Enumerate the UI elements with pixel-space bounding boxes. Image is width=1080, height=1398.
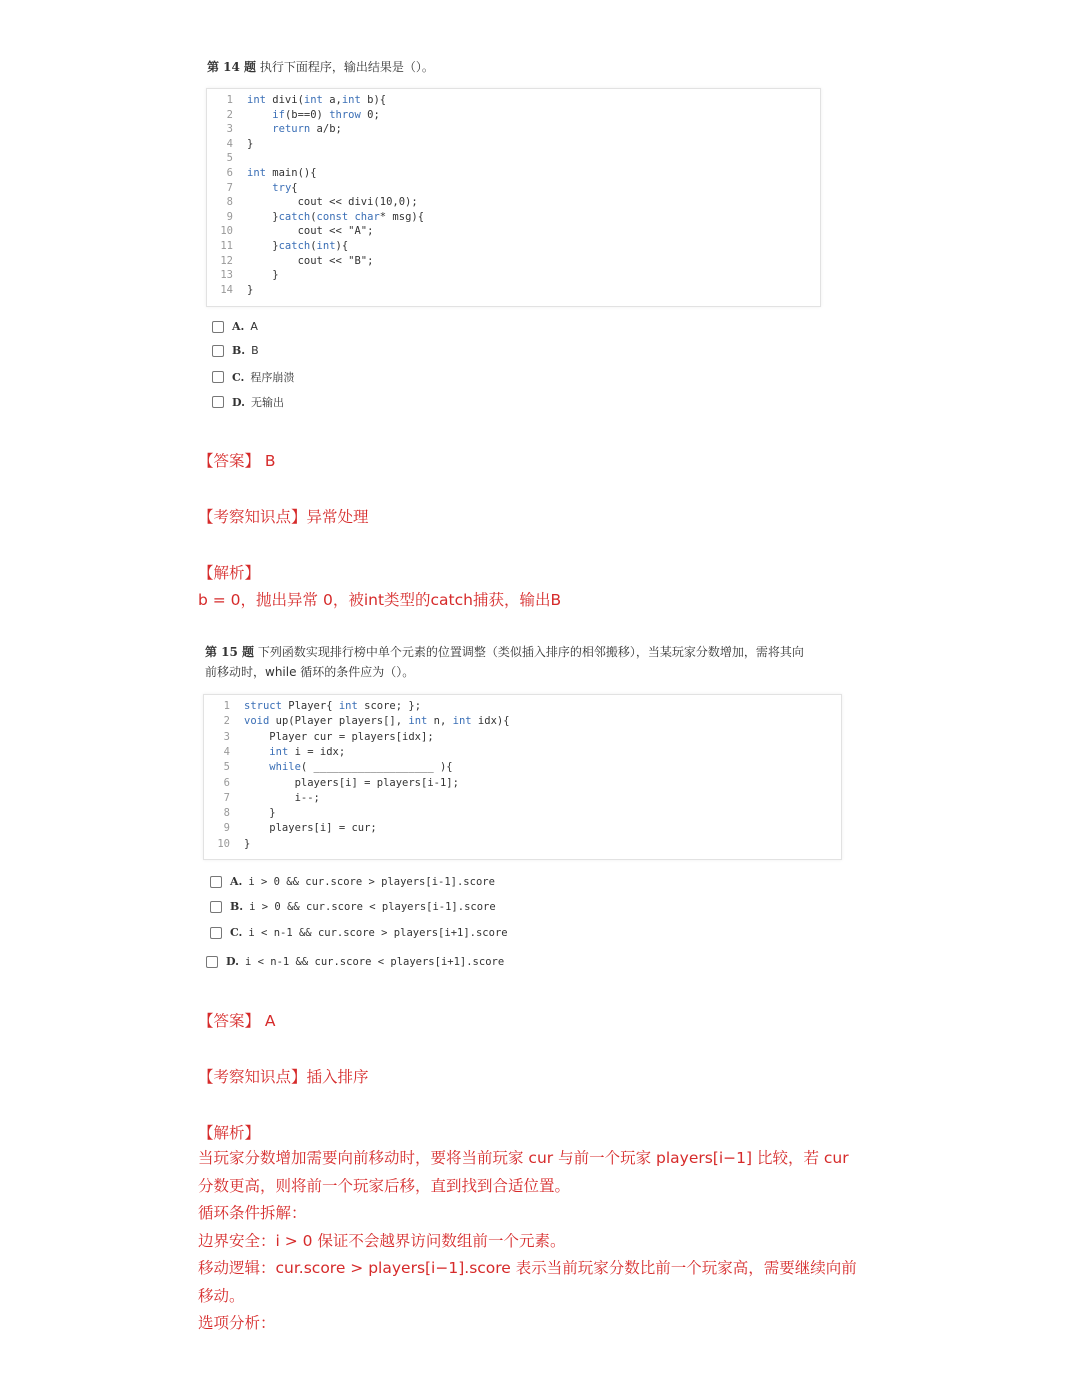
q15-analysis-paragraph [198,1145,878,1338]
line-number: 5 [226,152,233,165]
code-text: } [244,837,251,850]
code-text: } [247,283,254,296]
code-line [204,746,345,761]
option-checkbox[interactable] [210,876,222,888]
q14-prompt: 执行下面程序，输出结果是（）。 [259,60,434,74]
analysis-line: 循环条件拆解： [198,1204,307,1222]
option-checkbox[interactable] [212,371,224,383]
code-line [207,109,380,124]
q15-analysis-heading: 【解析】 [198,1124,261,1142]
line-number: 14 [220,283,233,296]
q15-answer: 【答案】 A [198,1012,276,1030]
option-letter: A. [230,875,243,888]
option-text: i > 0 && cur.score < players[i-1].score [249,900,496,913]
code-text: } [244,807,276,820]
line-number: 10 [220,225,233,238]
code-line [207,138,253,153]
q15-prompt-line1: 下列函数实现排行榜中单个元素的位置调整（类似插入排序的相邻搬移），当某玩家分数增加，需将其向 [257,645,804,659]
code-line [207,94,386,109]
code-text: } [247,269,279,282]
code-line [207,167,317,182]
q14-number: 第 14 题 [207,60,257,74]
code-text: i--; [244,791,320,804]
analysis-line: 当玩家分数增加需要向前移动时，要将当前玩家 cur 与前一个玩家 players[i−1] 比较，若 cur [198,1149,849,1167]
q15-code-block [203,694,842,860]
code-line [207,211,424,226]
q15-topic: 【考察知识点】插入排序 [198,1068,369,1086]
line-number: 1 [223,700,230,712]
analysis-line: 移动逻辑：cur.score > players[i−1].score 表示当前玩家分数比前一个玩家高，需要继续向前 [198,1259,857,1277]
line-number: 5 [223,761,230,774]
code-line [207,152,247,167]
option-letter: A. [232,320,245,333]
line-number: 7 [223,791,230,804]
option-text: i > 0 && cur.score > players[i-1].score [248,875,495,888]
option-a[interactable] [212,320,258,333]
option-a[interactable] [210,875,495,888]
line-number: 2 [226,108,233,121]
line-number: 6 [226,167,233,179]
option-checkbox[interactable] [206,956,218,968]
code-line [207,284,253,299]
option-checkbox[interactable] [212,321,224,333]
option-letter: C. [232,370,245,384]
option-text: 程序崩溃 [250,371,295,384]
option-text: 无输出 [250,396,284,409]
code-line [207,225,373,240]
line-number: 8 [223,807,230,820]
line-number: 7 [226,181,233,194]
line-number: 3 [223,730,230,743]
code-line [204,777,459,792]
line-number: 13 [220,269,233,282]
code-line [207,123,342,138]
code-text: int main(){ [247,167,317,179]
code-text: cout << "A"; [247,225,374,238]
code-text: cout << "B"; [247,254,374,267]
option-text: A [250,320,258,333]
q15-number: 第 15 题 [205,645,255,659]
analysis-line: 边界安全：i > 0 保证不会越界访问数组前一个元素。 [198,1231,566,1250]
q15-title [205,642,804,682]
option-checkbox[interactable] [212,396,224,408]
code-text: cout << divi(10,0); [247,196,418,209]
option-checkbox[interactable] [210,927,222,939]
code-text: void up(Player players[], int n, int idx){ [244,715,510,728]
option-letter: B. [230,900,244,913]
option-b[interactable] [210,900,496,913]
code-line [204,822,377,837]
option-d[interactable] [206,955,504,968]
analysis-line: 选项分析： [198,1314,276,1332]
option-b[interactable] [212,344,259,357]
option-checkbox[interactable] [210,901,222,913]
line-number: 6 [223,776,230,789]
option-letter: D. [232,395,245,409]
code-line [204,792,320,807]
code-text: while( ___________________ ){ [269,761,453,774]
option-checkbox[interactable] [212,345,224,357]
line-number: 4 [226,137,233,150]
q14-title [207,57,434,77]
code-line [207,240,348,255]
line-number: 9 [226,210,233,223]
line-number: 1 [226,94,233,106]
code-text: try{ [272,181,298,194]
code-line [204,700,421,715]
code-line [204,838,250,853]
option-letter: C. [230,926,243,939]
option-letter: D. [226,955,239,968]
q14-answer: 【答案】 B [198,452,276,470]
code-text: if(b==0) throw 0; [272,108,380,121]
code-line [204,715,510,730]
analysis-line: 移动。 [198,1286,245,1305]
code-line [204,807,276,822]
code-line [207,269,279,284]
code-text: } [247,137,254,150]
option-text: B [251,344,259,357]
code-text: players[i] = players[i-1]; [244,776,459,789]
analysis-line: 分数更高，则将前一个玩家后移，直到找到合适位置。 [198,1176,571,1195]
code-text: }catch(int){ [247,240,349,252]
line-number: 9 [223,822,230,835]
line-number: 8 [226,196,233,209]
code-line [204,761,453,776]
code-line [207,255,373,270]
line-number: 4 [223,745,230,758]
line-number: 10 [217,837,230,850]
option-letter: B. [232,344,246,357]
option-c[interactable] [210,926,508,939]
q14-analysis-heading: 【解析】 [198,564,261,582]
option-d[interactable] [212,394,284,410]
line-number: 2 [223,715,230,728]
code-text: struct Player{ int score; }; [244,700,422,712]
option-text: i < n-1 && cur.score < players[i+1].score [244,955,505,968]
option-text: i < n-1 && cur.score > players[i+1].score [248,926,508,939]
code-text: players[i] = cur; [244,822,377,835]
code-line [207,196,418,211]
code-text: int i = idx; [269,745,346,758]
line-number: 12 [220,254,233,267]
code-text: return a/b; [272,123,342,136]
q15-prompt-line2: 前移动时，while 循环的条件应为（）。 [205,665,415,679]
option-c[interactable] [212,369,294,385]
code-line [204,731,434,746]
line-number: 11 [220,240,233,252]
code-text: int divi(int a,int b){ [247,94,387,106]
code-line [207,182,298,197]
line-number: 3 [226,123,233,136]
code-text: }catch(const char* msg){ [247,210,425,223]
q14-analysis-text: b = 0，抛出异常 0，被int类型的catch捕获，输出B [198,591,562,609]
code-text: Player cur = players[idx]; [244,730,434,743]
q14-topic: 【考察知识点】异常处理 [198,508,369,526]
q14-code-block [206,88,821,307]
